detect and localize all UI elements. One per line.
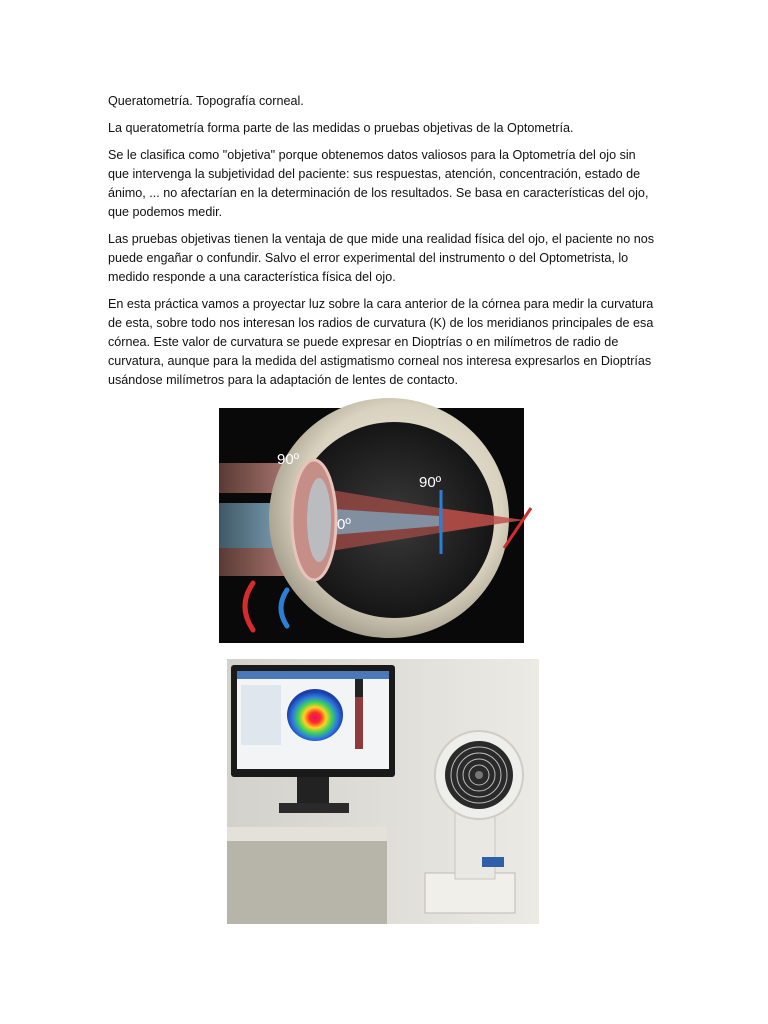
- topography-map: [287, 689, 343, 741]
- eye-diagram-illustration: [219, 408, 547, 643]
- topographer-illustration: [227, 659, 539, 924]
- label-focus-0: 0º: [533, 499, 547, 516]
- paragraph-objective: Se le clasifica como "objetiva" porque obtenemos datos valiosos para la Optometría del ojo sin que intervenga la subjetividad del paciente: sus respuestas, atención, concentración, estado de ánimo, ... no afectarían en la determinación de los resultados. Se basa en características del ojo, que podemos medir.: [108, 148, 649, 219]
- screen-sidepanel: [241, 685, 281, 745]
- red-meridian-arc: [245, 583, 253, 630]
- paragraph-intro: La queratometría forma parte de las medidas o pruebas objetivas de la Optometría.: [108, 121, 574, 135]
- document-body: [108, 92, 656, 398]
- blue-meridian-arc: [281, 590, 287, 626]
- eye-diagram-figure: [219, 408, 547, 643]
- topographer-photo-figure: [227, 659, 539, 924]
- monitor-base: [279, 803, 349, 813]
- color-scale-top: [355, 679, 363, 697]
- desk: [227, 839, 387, 924]
- screen-titlebar: [237, 671, 389, 679]
- label-cornea-90: 90º: [277, 451, 300, 468]
- device-label: [482, 857, 504, 867]
- paragraph-practice: En esta práctica vamos a proyectar luz sobre la cara anterior de la córnea para medir la curvatura de esta, sobre todo nos interesan los radios de curvatura (K) de los meridianos principales de esa córnea. Este valor de curvatura se puede expresar en Dioptrías o en milímetros de radio de curvatura, aunque para la medida del astigmatismo corneal nos interesa expresarlos en Dioptrías usándose milímetros para la adaptación de lentes de contacto.: [108, 297, 654, 387]
- monitor-stand: [297, 777, 329, 805]
- label-retina-90: 90º: [419, 474, 442, 491]
- document-title: Queratometría. Topografía corneal.: [108, 94, 304, 108]
- desk-top: [227, 827, 387, 841]
- lens: [307, 478, 331, 562]
- paragraph-advantages: Las pruebas objetivas tienen la ventaja de que mide una realidad física del ojo, el paciente no nos puede engañar o confundir. Salvo el error experimental del instrumento o del Optometrista, lo medido responde a una característica física del ojo.: [108, 232, 655, 284]
- placido-center: [475, 771, 483, 779]
- label-cornea-0: 0º: [337, 516, 351, 533]
